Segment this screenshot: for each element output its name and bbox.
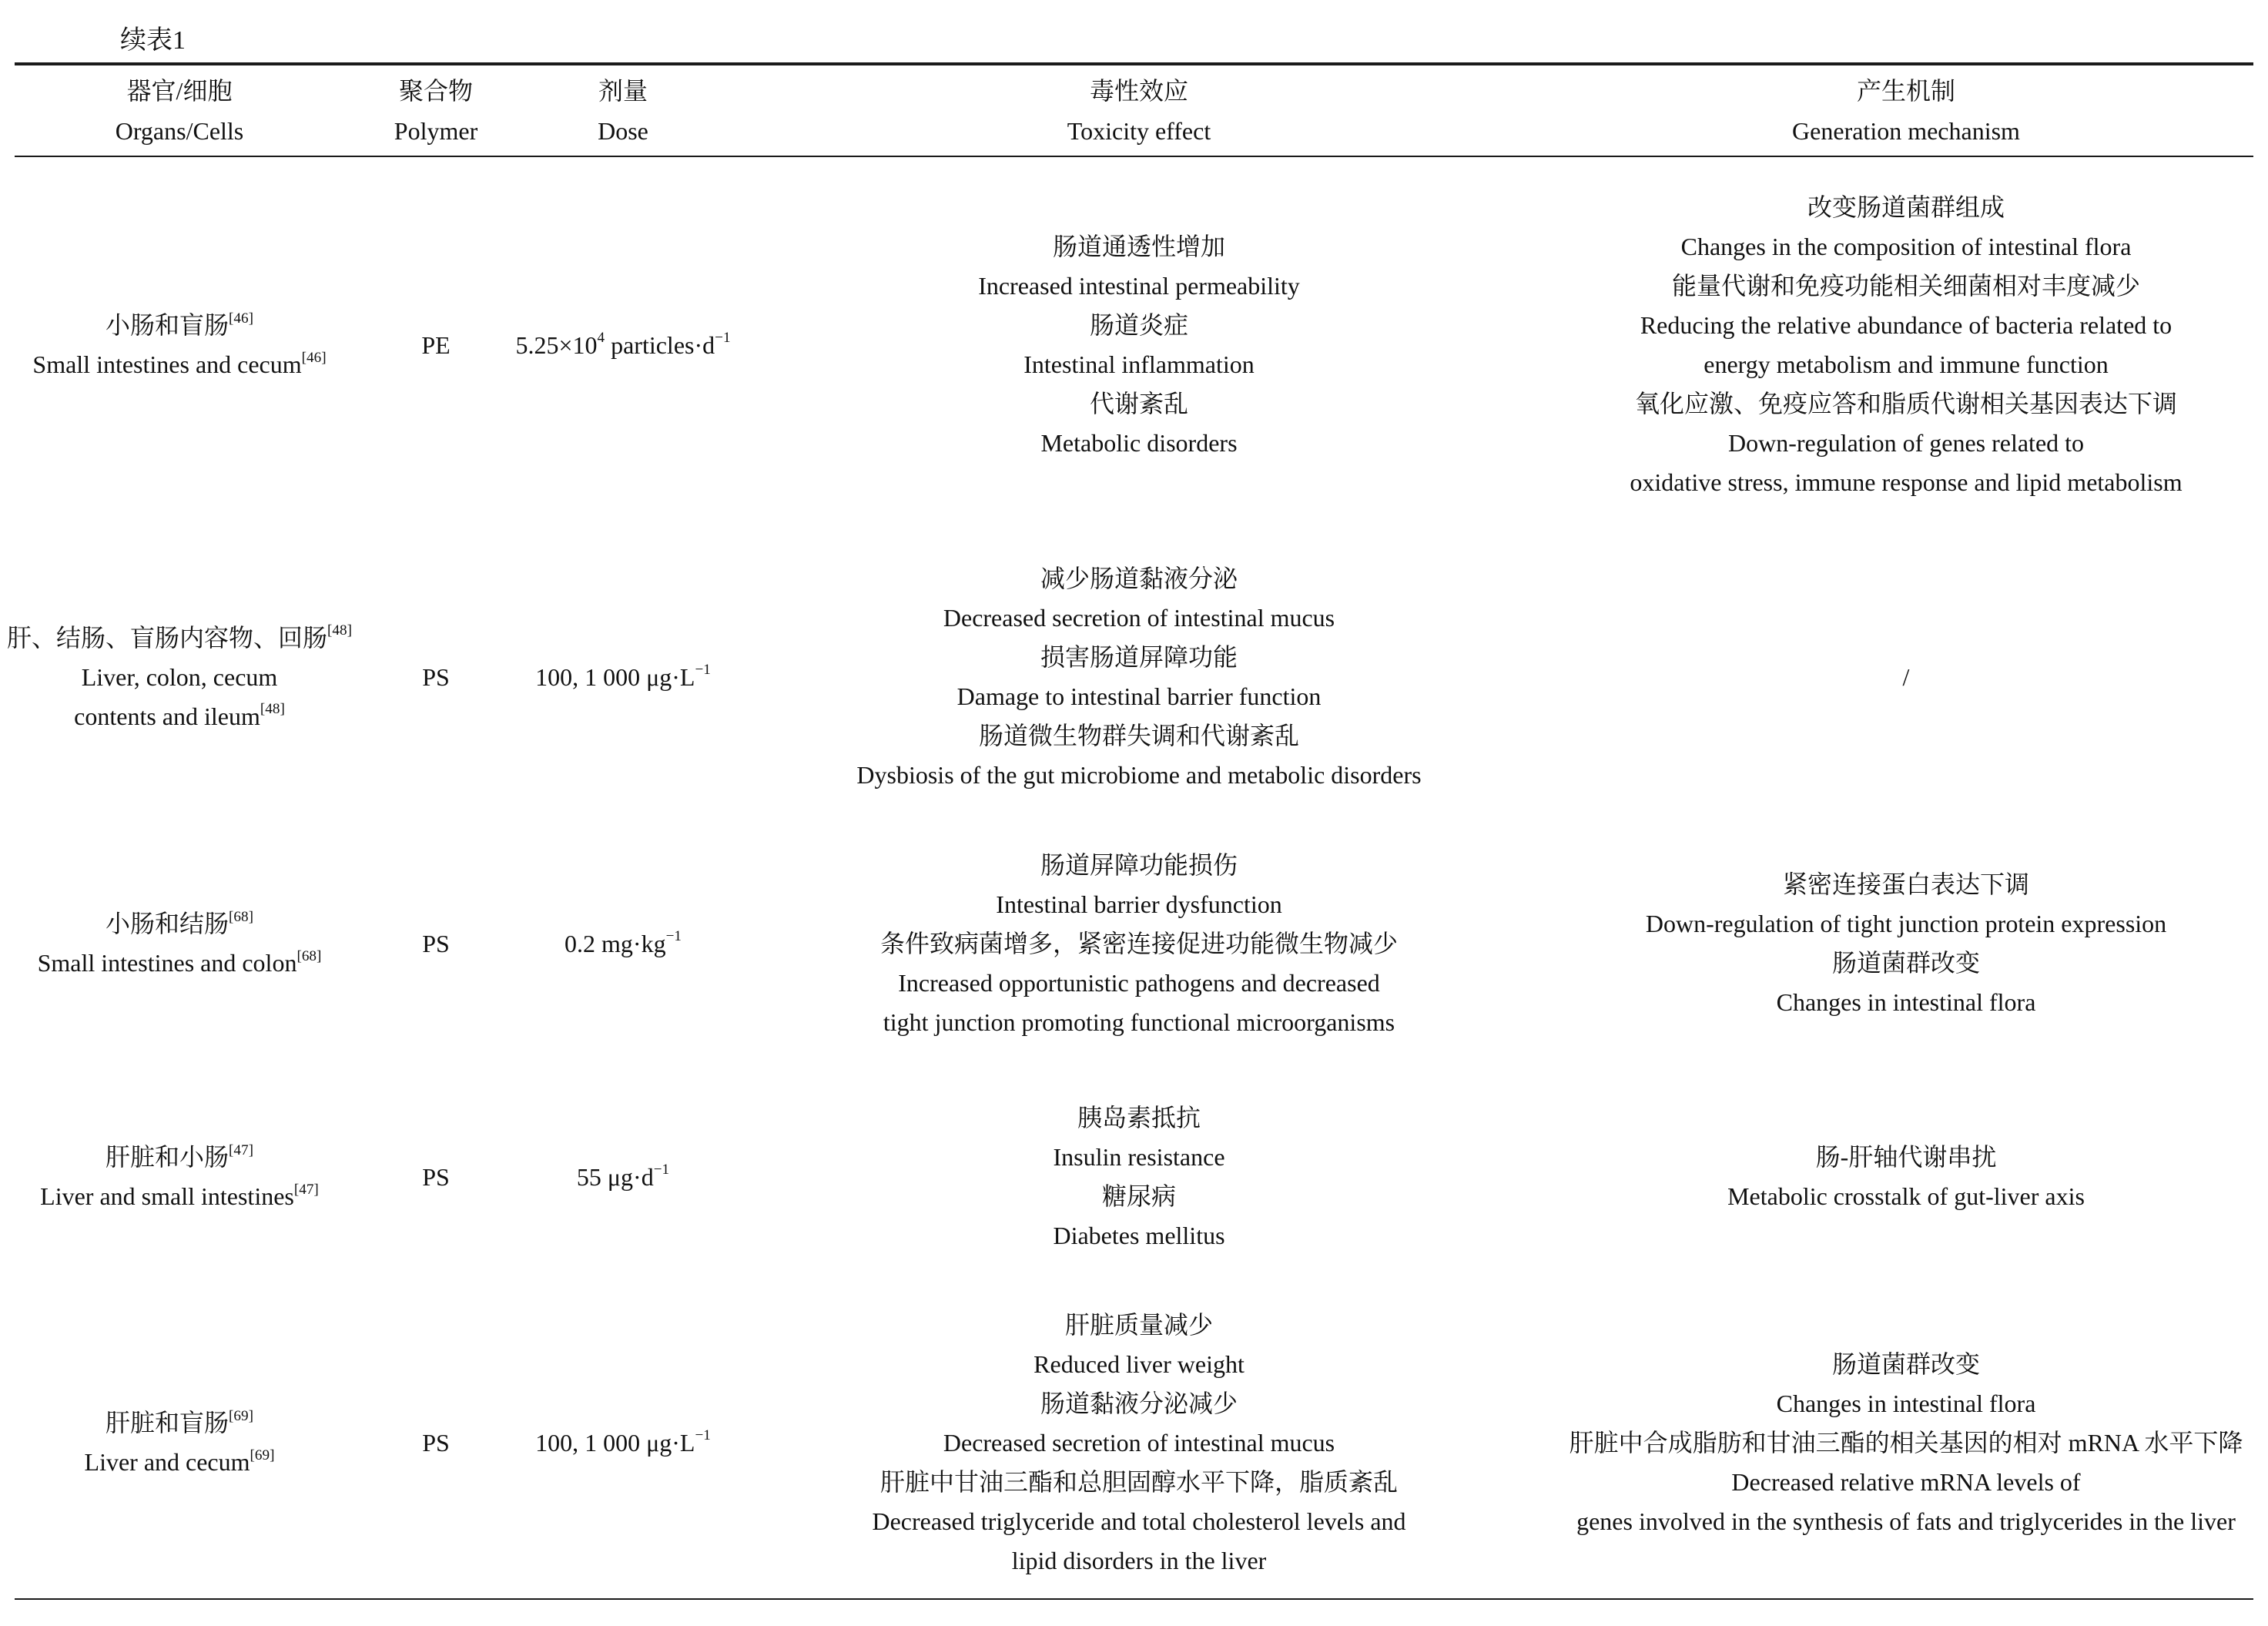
mechanism-line: energy metabolism and immune function: [1704, 350, 2109, 378]
table-header-row: [0, 69, 2268, 153]
organ-text: contents and ileum: [74, 702, 260, 730]
toxicity-line: 损害肠道屏障功能: [1040, 643, 1238, 671]
polymer-text: PS: [422, 929, 450, 957]
toxicity-line: Decreased secretion of intestinal mucus: [943, 604, 1335, 632]
table-row: [0, 1287, 2268, 1598]
mechanism-line: 氧化应激、免疫应答和脂质代谢相关基因表达下调: [1634, 390, 2177, 417]
toxicity-line: Insulin resistance: [1053, 1143, 1225, 1171]
header-label-en: Dose: [598, 117, 648, 145]
toxicity-line: Decreased secretion of intestinal mucus: [943, 1428, 1335, 1457]
dose-cell: [484, 1067, 762, 1287]
toxicity-line: 肠道通透性增加: [1052, 233, 1225, 260]
header-cell-toxicity: [800, 69, 1478, 153]
table-row: [0, 820, 2268, 1067]
mechanism-line: /: [1902, 662, 1910, 691]
organ-cell: [15, 156, 344, 534]
table-bottom-rule: [15, 1598, 2253, 1600]
toxicity-line: 减少肠道黏液分泌: [1040, 565, 1238, 592]
mechanism-line: Decreased relative mRNA levels of: [1731, 1467, 2081, 1496]
organ-line: [106, 904, 253, 944]
organ-line: [38, 944, 322, 983]
mechanism-line: oxidative stress, immune response and lipid metabolism: [1630, 468, 2183, 496]
organ-line: [32, 345, 326, 384]
dose-part: particles·d: [605, 330, 715, 359]
toxicity-cell: [800, 1287, 1478, 1598]
polymer-cell: [374, 1287, 497, 1598]
dose-text: [564, 924, 682, 964]
dose-text: [515, 326, 730, 365]
toxicity-line: 肠道屏障功能损伤: [1040, 850, 1238, 879]
toxicity-line: Intestinal barrier dysfunction: [996, 890, 1282, 918]
toxicity-line: lipid disorders in the liver: [1011, 1546, 1267, 1574]
organ-text: Liver and cecum: [84, 1448, 250, 1476]
toxicity-cell: [800, 820, 1478, 1067]
mechanism-line: 肠道菌群改变: [1831, 949, 1980, 977]
toxicity-line: tight junction promoting functional microorganisms: [883, 1007, 1395, 1036]
dose-part: 5.25×10: [515, 330, 598, 359]
header-label-zh: 器官/细胞: [126, 77, 233, 105]
organ-cell: [15, 820, 344, 1067]
reference-superscript: [46]: [301, 349, 327, 366]
exponent-superscript: −1: [653, 1162, 670, 1178]
toxicity-line: 肠道黏液分泌减少: [1040, 1389, 1238, 1417]
toxicity-line: 肠道炎症: [1089, 311, 1188, 339]
header-cell-dose: [484, 69, 762, 153]
dose-text: [535, 658, 711, 697]
toxicity-line: 糖尿病: [1101, 1182, 1176, 1210]
organ-line: [82, 658, 278, 697]
toxicity-line: Damage to intestinal barrier function: [956, 682, 1322, 710]
toxicity-line: 肝脏中甘油三酯和总胆固醇水平下降，脂质紊乱: [879, 1467, 1398, 1496]
organ-text: 肝脏和盲肠: [106, 1409, 229, 1437]
polymer-text: PS: [422, 1162, 450, 1191]
dose-text: [577, 1158, 669, 1197]
mechanism-line: 肠-肝轴代谢串扰: [1815, 1143, 1997, 1171]
mechanism-line: 能量代谢和免疫功能相关细菌相对丰度减少: [1671, 272, 2140, 300]
exponent-superscript: 4: [597, 330, 605, 347]
organ-line: [85, 1443, 275, 1482]
dose-part: 0.2 mg·kg: [564, 929, 666, 957]
table-row: [0, 534, 2268, 820]
toxicity-line: 代谢紊乱: [1089, 390, 1188, 417]
polymer-cell: [374, 1067, 497, 1287]
mechanism-cell: [1556, 534, 2256, 820]
toxicity-line: Increased intestinal permeability: [978, 272, 1300, 300]
exponent-superscript: −1: [695, 662, 711, 679]
reference-superscript: [47]: [293, 1181, 319, 1198]
header-label-zh: 剂量: [598, 77, 648, 105]
table-row: [0, 1067, 2268, 1287]
toxicity-line: Diabetes mellitus: [1053, 1222, 1225, 1249]
organ-text: Liver and small intestines: [40, 1182, 294, 1210]
mechanism-line: Changes in the composition of intestinal flora: [1680, 233, 2132, 260]
toxicity-line: Reduced liver weight: [1033, 1349, 1245, 1378]
organ-cell: [15, 1067, 344, 1287]
header-cell-polymer: [374, 69, 497, 153]
toxicity-line: Dysbiosis of the gut microbiome and metabolic disorders: [856, 761, 1422, 789]
mechanism-line: Changes in intestinal flora: [1776, 1389, 2036, 1417]
dose-part: 100, 1 000 μg·L: [535, 662, 695, 691]
dose-cell: [484, 1287, 762, 1598]
dose-text: [535, 1423, 711, 1463]
toxicity-cell: [800, 156, 1478, 534]
organ-line: [106, 1403, 253, 1443]
organ-cell: [7, 534, 352, 820]
organ-text: 小肠和结肠: [106, 910, 229, 937]
mechanism-cell: [1556, 156, 2256, 534]
organ-text: Liver, colon, cecum: [81, 662, 278, 691]
table-top-rule: [15, 62, 2253, 65]
mechanism-line: Reducing the relative abundance of bacteria related to: [1640, 311, 2173, 339]
dose-cell: [484, 534, 762, 820]
table-row: [0, 156, 2268, 534]
exponent-superscript: −1: [665, 928, 682, 945]
organ-text: Small intestines and colon: [37, 949, 297, 977]
mechanism-line: genes involved in the synthesis of fats and triglycerides in the liver: [1576, 1507, 2236, 1535]
mechanism-cell: [1556, 1287, 2256, 1598]
organ-line: [7, 619, 352, 658]
mechanism-line: 肝脏中合成脂肪和甘油三酯的相关基因的相对 mRNA 水平下降: [1569, 1428, 2243, 1457]
organ-text: 肝脏和小肠: [106, 1143, 229, 1171]
reference-superscript: [48]: [260, 701, 285, 718]
mechanism-line: Metabolic crosstalk of gut-liver axis: [1727, 1182, 2085, 1210]
header-label-en: Organs/Cells: [115, 117, 244, 145]
dose-cell: [484, 156, 762, 534]
reference-superscript: [68]: [296, 947, 322, 964]
header-label-zh: 聚合物: [398, 77, 473, 105]
header-label-zh: 产生机制: [1856, 77, 1955, 105]
reference-superscript: [48]: [327, 622, 352, 639]
reference-superscript: [47]: [229, 1142, 253, 1158]
reference-superscript: [69]: [229, 1407, 253, 1424]
dose-part: 55 μg·d: [576, 1162, 654, 1191]
mechanism-cell: [1556, 1067, 2256, 1287]
toxicity-line: 条件致病菌增多，紧密连接促进功能微生物减少: [879, 929, 1398, 957]
reference-superscript: [46]: [229, 310, 253, 327]
organ-text: 肝、结肠、盲肠内容物、回肠: [7, 623, 328, 652]
header-label-en: Generation mechanism: [1792, 117, 2020, 145]
polymer-text: PS: [422, 662, 450, 691]
toxicity-line: 肝脏质量减少: [1064, 1310, 1213, 1339]
toxicity-cell: [800, 534, 1478, 820]
toxicity-line: Intestinal inflammation: [1023, 350, 1255, 378]
polymer-cell: [374, 534, 497, 820]
mechanism-line: 肠道菌群改变: [1831, 1349, 1980, 1378]
mechanism-line: 紧密连接蛋白表达下调: [1782, 870, 2029, 898]
organ-text: 小肠和盲肠: [106, 311, 229, 339]
mechanism-line: Down-regulation of genes related to: [1727, 429, 2085, 457]
toxicity-line: 胰岛素抵抗: [1077, 1104, 1201, 1131]
organ-line: [74, 697, 285, 736]
mechanism-line: 改变肠道菌群组成: [1807, 193, 2005, 221]
toxicity-line: 肠道微生物群失调和代谢紊乱: [978, 722, 1299, 749]
toxicity-line: Metabolic disorders: [1040, 429, 1238, 457]
dose-cell: [484, 820, 762, 1067]
polymer-text: PE: [421, 330, 451, 359]
reference-superscript: [68]: [229, 908, 253, 925]
reference-superscript: [69]: [250, 1447, 275, 1463]
exponent-superscript: −1: [695, 1427, 711, 1444]
polymer-cell: [374, 820, 497, 1067]
toxicity-line: Decreased triglyceride and total cholesterol levels and: [872, 1507, 1406, 1535]
mechanism-line: Down-regulation of tight junction protein expression: [1645, 910, 2167, 937]
header-cell-organs: [15, 69, 344, 153]
organ-cell: [15, 1287, 344, 1598]
organ-text: Small intestines and cecum: [32, 350, 302, 378]
toxicity-cell: [800, 1067, 1478, 1287]
header-label-en: Polymer: [394, 117, 478, 145]
organ-line: [40, 1177, 319, 1216]
organ-line: [106, 306, 253, 345]
mechanism-line: Changes in intestinal flora: [1776, 988, 2036, 1016]
toxicity-line: Increased opportunistic pathogens and decreased: [898, 968, 1380, 997]
table-caption: 续表1: [120, 26, 186, 55]
header-label-zh: 毒性效应: [1089, 77, 1188, 105]
exponent-superscript: −1: [715, 330, 731, 347]
header-cell-mechanism: [1556, 69, 2256, 153]
organ-line: [106, 1138, 253, 1177]
header-label-en: Toxicity effect: [1067, 117, 1211, 145]
polymer-cell: [374, 156, 497, 534]
dose-part: 100, 1 000 μg·L: [535, 1428, 695, 1457]
mechanism-cell: [1556, 820, 2256, 1067]
polymer-text: PS: [422, 1428, 450, 1457]
